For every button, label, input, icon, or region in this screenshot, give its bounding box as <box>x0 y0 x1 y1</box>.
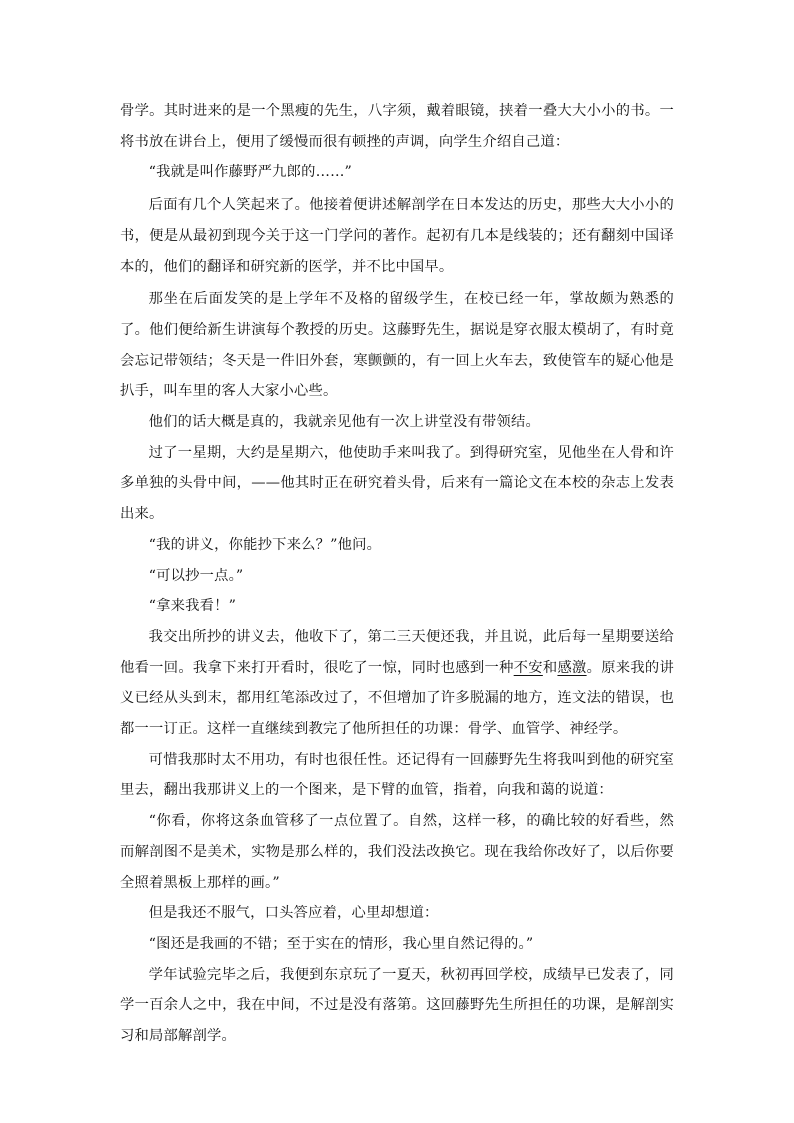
paragraph-10-part-3: 。原来我的讲义已经从头到末，都用红笔添改过了，不但增加了许多脱漏的地方，连文法的错误，也都一一订正。这样一直继续到教完了他所担任的功课：骨学、血管学、神经学。 <box>120 659 675 738</box>
paragraph-4: 那坐在后面发笑的是上学年不及格的留级学生，在校已经一年，掌故颇为熟悉的了。他们便给新生讲演每个教授的历史。这藤野先生，据说是穿衣服太模胡了，有时竟会忘记带领结；冬天是一件旧外套，寒颤颤的，有一回上火车去，致使管车的疑心他是扒手，叫车里的客人大家小心些。 <box>120 291 674 400</box>
paragraph-10-part-2: 和 <box>542 659 558 676</box>
paragraph-6: 过了一星期，大约是星期六，他使助手来叫我了。到得研究室，见他坐在人骨和许多单独的头骨中间，——他其时正在研究着头骨，后来有一篇论文在本校的杂志上发表出来。 <box>120 444 674 523</box>
paragraph-1: 骨学。其时进来的是一个黑瘦的先生，八字须，戴着眼镜，挟着一叠大大小小的书。一将书放在讲台上，便用了缓慢而很有顿挫的声调，向学生介绍自己道： <box>120 103 674 150</box>
paragraph-13: 但是我还不服气，口头答应着，心里却想道： <box>148 905 439 922</box>
paragraph-10 <box>120 622 674 745</box>
paragraph-14: “图还是我画的不错；至于实在的情形，我心里自然记得的。” <box>148 935 534 952</box>
paragraph-9: “拿来我看！” <box>148 598 237 615</box>
paragraph-15: 学年试验完毕之后，我便到东京玩了一夏天，秋初再回学校，成绩早已发表了，同学一百余人之中，我在中间，不过是没有落第。这回藤野先生所担任的功课，是解剖实习和局部解剖学。 <box>120 966 674 1045</box>
paragraph-8: “可以抄一点。” <box>148 567 244 584</box>
paragraph-5: 他们的话大概是真的，我就亲见他有一次上讲堂没有带领结。 <box>148 414 541 431</box>
underlined-word-ganji: 感激 <box>557 659 587 676</box>
underlined-word-buan: 不安 <box>513 659 543 676</box>
document-page <box>120 96 674 1052</box>
paragraph-11: 可惜我那时太不用功，有时也很任性。还记得有一回藤野先生将我叫到他的研究室里去，翻出我那讲义上的一个图来，是下臂的血管，指着，向我和蔼的说道： <box>120 751 674 799</box>
paragraph-2: “我就是叫作藤野严九郎的……” <box>148 164 353 181</box>
paragraph-10-part-1: 我交出所抄的讲义去，他收下了，第二三天便还我，并且说，此后每一星期要送给他看一回。我拿下来打开看时，很吃了一惊，同时也感到一种 <box>120 628 674 676</box>
paragraph-3: 后面有几个人笑起来了。他接着便讲述解剖学在日本发达的历史，那些大大小小的书，便是从最初到现今关于这一门学问的著作。起初有几本是线装的；还有翻刻中国译本的，他们的翻译和研究新的医学，并不比中国早。 <box>120 197 674 275</box>
paragraph-12: “你看，你将这条血管移了一点位置了。自然，这样一移，的确比较的好看些，然而解剖图不是美术，实物是那么样的，我们没法改换它。现在我给你改好了，以后你要全照着黑板上那样的画。” <box>120 813 674 891</box>
paragraph-7: “我的讲义，你能抄下来么？”他问。 <box>148 536 382 553</box>
